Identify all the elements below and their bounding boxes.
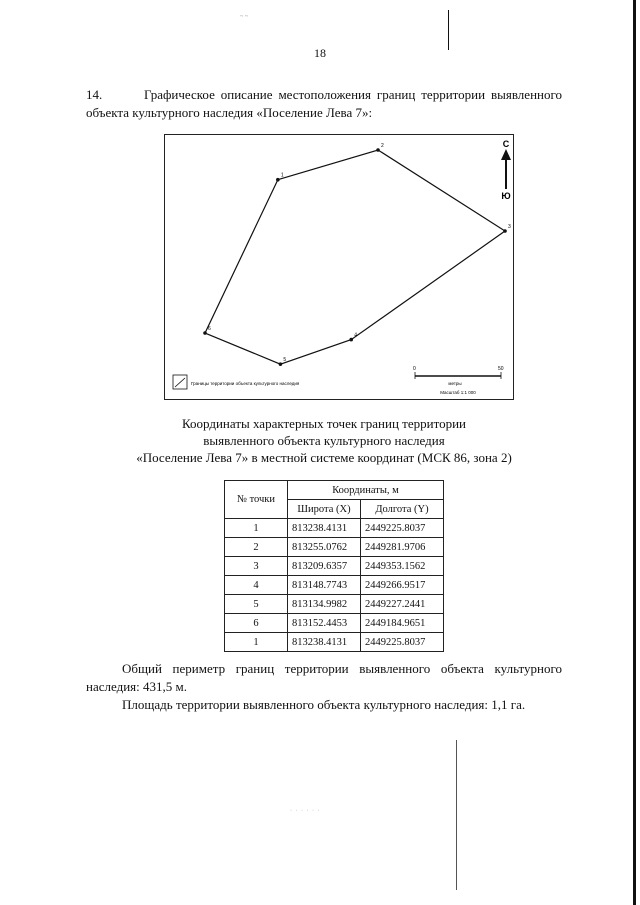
point-label: 6 [208, 326, 211, 333]
table-row [225, 614, 444, 633]
page-number: 18 [314, 46, 326, 60]
table-row [225, 633, 444, 652]
section-heading [86, 86, 562, 122]
point-label: 3 [508, 224, 511, 231]
boundary-point [503, 229, 507, 233]
north-label: С [502, 139, 510, 149]
boundary-point [279, 362, 283, 366]
table-row [225, 519, 444, 538]
y-cell: 2449266.9517 [361, 576, 444, 595]
point-label: 1 [280, 172, 284, 179]
header-y: Долгота (Y) [361, 500, 444, 519]
x-cell: 813134.9982 [288, 595, 361, 614]
x-cell: 813209.6357 [288, 557, 361, 576]
point-cell: 2 [225, 538, 288, 557]
point-cell: 4 [225, 576, 288, 595]
y-cell: 2449227.2441 [361, 595, 444, 614]
table-row [225, 576, 444, 595]
caption-line-3: «Поселение Лева 7» в местной системе координат (МСК 86, зона 2) [136, 450, 512, 465]
footer-stamp: · · · · · · [290, 808, 321, 814]
north-arrow-icon [501, 139, 511, 201]
scan-artifact-line [456, 740, 457, 890]
y-cell: 2449225.8037 [361, 519, 444, 538]
boundary-point [276, 178, 280, 182]
boundary-point [376, 148, 380, 152]
y-cell: 2449225.8037 [361, 633, 444, 652]
point-cell: 5 [225, 595, 288, 614]
section-title: Графическое описание местоположения границ территории выявленного объекта культурного наследия «Поселение Лева 7»: [86, 87, 562, 120]
caption-line-1: Координаты характерных точек границ территории [182, 416, 466, 431]
scan-artifact-line [448, 10, 449, 50]
x-cell: 813152.4453 [288, 614, 361, 633]
table-row [225, 538, 444, 557]
caption-line-2: выявленного объекта культурного наследия [203, 433, 445, 448]
scale-text: Масштаб 1:1 000 [440, 390, 476, 395]
scale-end: 50 [498, 366, 504, 372]
boundary-map-svg [165, 135, 513, 399]
point-label: 2 [381, 143, 384, 149]
point-label: 4 [354, 332, 358, 339]
x-cell: 813238.4131 [288, 519, 361, 538]
boundary-points [203, 143, 511, 366]
boundary-point [203, 331, 207, 335]
point-cell: 3 [225, 557, 288, 576]
scale-units: метры [448, 381, 462, 386]
coordinates-table [224, 480, 444, 652]
scan-mark: ~ ~ [240, 14, 248, 20]
map-legend [173, 375, 300, 389]
y-cell: 2449353.1562 [361, 557, 444, 576]
x-cell: 813148.7743 [288, 576, 361, 595]
point-label: 5 [283, 357, 287, 364]
header-coordinates: Координаты, м [288, 481, 444, 500]
scale-bar [413, 366, 504, 395]
table-row [225, 595, 444, 614]
table-caption [86, 415, 562, 466]
south-label: Ю [501, 191, 511, 201]
point-cell: 1 [225, 633, 288, 652]
table-row [225, 557, 444, 576]
point-cell: 1 [225, 519, 288, 538]
boundary-point [349, 338, 353, 342]
y-cell: 2449184.9651 [361, 614, 444, 633]
boundary-map [164, 134, 514, 400]
area-paragraph: Площадь территории выявленного объекта культурного наследия: 1,1 га. [122, 697, 526, 712]
x-cell: 813255.0762 [288, 538, 361, 557]
point-cell: 6 [225, 614, 288, 633]
header-point: № точки [225, 481, 288, 519]
x-cell: 813238.4131 [288, 633, 361, 652]
scale-start: 0 [413, 366, 416, 372]
header-x: Широта (X) [288, 500, 361, 519]
y-cell: 2449281.9706 [361, 538, 444, 557]
scan-edge-line [633, 0, 636, 905]
section-number: 14. [86, 87, 103, 102]
perimeter-paragraph: Общий периметр границ территории выявленного объекта культурного наследия: 431,5 м. [86, 661, 562, 694]
legend-text: Границы территории объекта культурного наследия [191, 381, 300, 386]
